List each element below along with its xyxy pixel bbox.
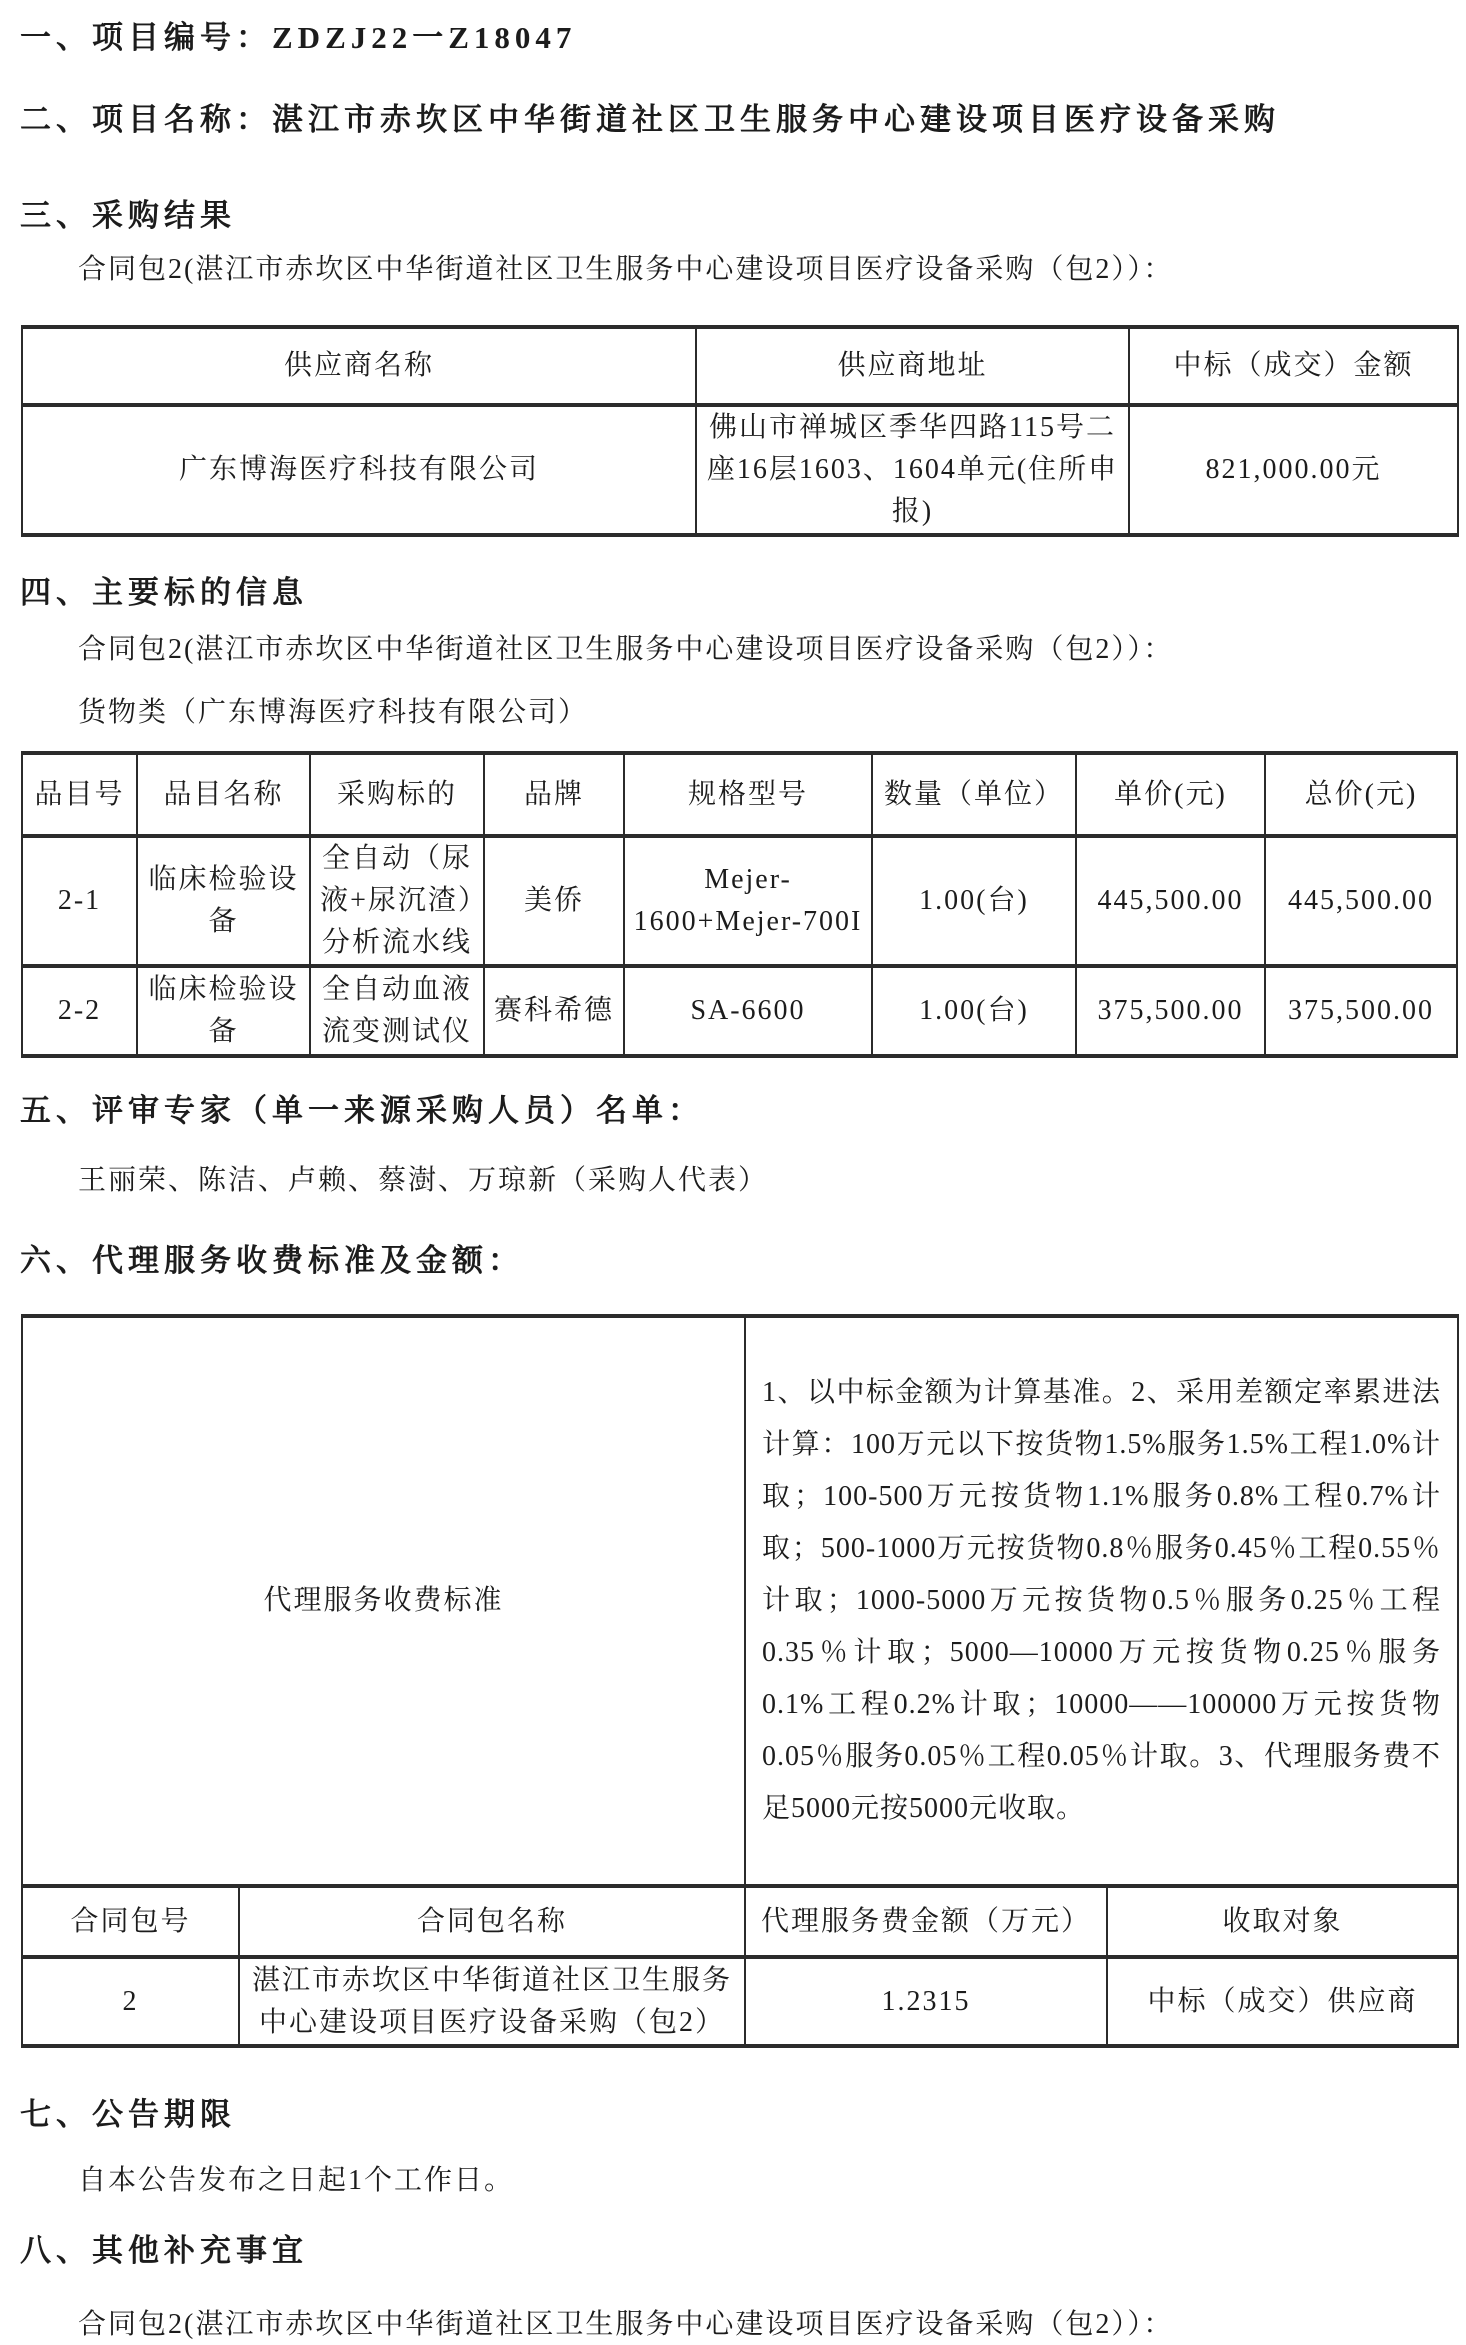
fee-standard-text-cell: 1、以中标金额为计算基准。2、采用差额定率累进法计算：100万元以下按货物1.5%服务1.5%工程1.0%计取；100-500万元按货物1.1%服务0.8%工程0.7%计取；500-1000万元按货物0.8％服务0.45％工程0.55％计取；1000-5000万元按货物0.5％服务0.25％工程0.35％计取；5000—10000万元按货物0.25％服务0.1%工程0.2%计取；10000——100000万元按货物0.05％服务0.05％工程0.05％计取。3、代理服务费不足5000元按5000元收取。 bbox=[745, 1316, 1458, 1886]
table-row bbox=[22, 405, 1458, 535]
procurement-target-header: 采购标的 bbox=[310, 753, 484, 836]
table-row bbox=[22, 966, 1457, 1056]
model-cell: SA-6600 bbox=[624, 966, 872, 1056]
contract-package-intro-2: 合同包2(湛江市赤坎区中华街道社区卫生服务中心建设项目医疗设备采购（包2））： bbox=[78, 634, 1174, 665]
supplier-name-header: 供应商名称 bbox=[22, 327, 696, 405]
item-name-cell: 临床检验设备 bbox=[137, 966, 310, 1056]
item-no-cell: 2-1 bbox=[22, 836, 137, 966]
total-price-header: 总价(元) bbox=[1265, 753, 1457, 836]
unit-price-header: 单价(元) bbox=[1076, 753, 1265, 836]
charged-party-cell: 中标（成交）供应商 bbox=[1107, 1957, 1458, 2046]
model-cell: Mejer-1600+Mejer-700I bbox=[624, 836, 872, 966]
unit-price-cell: 445,500.00 bbox=[1076, 836, 1265, 966]
supplier-address-header: 供应商地址 bbox=[696, 327, 1129, 405]
supplier-address-cell: 佛山市禅城区季华四路115号二座16层1603、1604单元(住所申报) bbox=[696, 405, 1129, 535]
fee-standard-row bbox=[22, 1316, 1458, 1886]
items-table-header-row bbox=[22, 753, 1457, 836]
section-title-other-matters: 八、其他补充事宜 bbox=[20, 2233, 308, 2268]
package-no-cell: 2 bbox=[22, 1957, 239, 2046]
supplier-table-header-row bbox=[22, 327, 1458, 405]
agency-fee-table bbox=[21, 1314, 1459, 2048]
item-name-cell: 临床检验设备 bbox=[137, 836, 310, 966]
item-no-cell: 2-2 bbox=[22, 966, 137, 1056]
quantity-cell: 1.00(台) bbox=[872, 836, 1076, 966]
items-table bbox=[21, 751, 1458, 1058]
fee-table-header-row bbox=[22, 1886, 1458, 1957]
section-title-procurement-result: 三、采购结果 bbox=[20, 198, 236, 233]
item-name-header: 品目名称 bbox=[137, 753, 310, 836]
section-title-project-number: 一、项目编号：ZDZJ22一Z18047 bbox=[20, 20, 577, 55]
announcement-period-body: 自本公告发布之日起1个工作日。 bbox=[78, 2165, 515, 2196]
award-amount-header: 中标（成交）金额 bbox=[1129, 327, 1458, 405]
item-no-header: 品目号 bbox=[22, 753, 137, 836]
unit-price-cell: 375,500.00 bbox=[1076, 966, 1265, 1056]
package-no-header: 合同包号 bbox=[22, 1886, 239, 1957]
fee-amount-cell: 1.2315 bbox=[745, 1957, 1107, 2046]
total-price-cell: 375,500.00 bbox=[1265, 966, 1457, 1056]
quantity-cell: 1.00(台) bbox=[872, 966, 1076, 1056]
charged-party-header: 收取对象 bbox=[1107, 1886, 1458, 1957]
brand-cell: 赛科希德 bbox=[484, 966, 624, 1056]
package-name-header: 合同包名称 bbox=[239, 1886, 745, 1957]
section-title-announcement-period: 七、公告期限 bbox=[20, 2097, 236, 2132]
brand-cell: 美侨 bbox=[484, 836, 624, 966]
table-row bbox=[22, 836, 1457, 966]
contract-package-intro-3: 合同包2(湛江市赤坎区中华街道社区卫生服务中心建设项目医疗设备采购（包2））： bbox=[78, 2309, 1174, 2340]
goods-category-line: 货物类（广东博海医疗科技有限公司） bbox=[78, 697, 589, 728]
procurement-target-cell: 全自动血液流变测试仪 bbox=[310, 966, 484, 1056]
package-name-cell: 湛江市赤坎区中华街道社区卫生服务中心建设项目医疗设备采购（包2） bbox=[239, 1957, 745, 2046]
procurement-target-cell: 全自动（尿液+尿沉渣）分析流水线 bbox=[310, 836, 484, 966]
quantity-header: 数量（单位） bbox=[872, 753, 1076, 836]
fee-standard-label-cell: 代理服务收费标准 bbox=[22, 1316, 745, 1886]
procurement-announcement-document bbox=[0, 18, 1466, 2345]
fee-amount-header: 代理服务费金额（万元） bbox=[745, 1886, 1107, 1957]
brand-header: 品牌 bbox=[484, 753, 624, 836]
contract-package-intro-1: 合同包2(湛江市赤坎区中华街道社区卫生服务中心建设项目医疗设备采购（包2））： bbox=[78, 254, 1174, 285]
expert-names-line: 王丽荣、陈洁、卢赖、蔡澍、万琼新（采购人代表） bbox=[78, 1165, 769, 1196]
table-row bbox=[22, 1957, 1458, 2046]
section-title-agency-fee: 六、代理服务收费标准及金额： bbox=[20, 1243, 524, 1278]
supplier-name-cell: 广东博海医疗科技有限公司 bbox=[22, 405, 696, 535]
award-amount-cell: 821,000.00元 bbox=[1129, 405, 1458, 535]
supplier-table bbox=[21, 325, 1459, 537]
section-title-main-subject-info: 四、主要标的信息 bbox=[20, 575, 308, 610]
section-title-project-name: 二、项目名称：湛江市赤坎区中华街道社区卫生服务中心建设项目医疗设备采购 bbox=[20, 102, 1280, 137]
model-header: 规格型号 bbox=[624, 753, 872, 836]
section-title-review-experts: 五、评审专家（单一来源采购人员）名单： bbox=[20, 1093, 704, 1128]
total-price-cell: 445,500.00 bbox=[1265, 836, 1457, 966]
